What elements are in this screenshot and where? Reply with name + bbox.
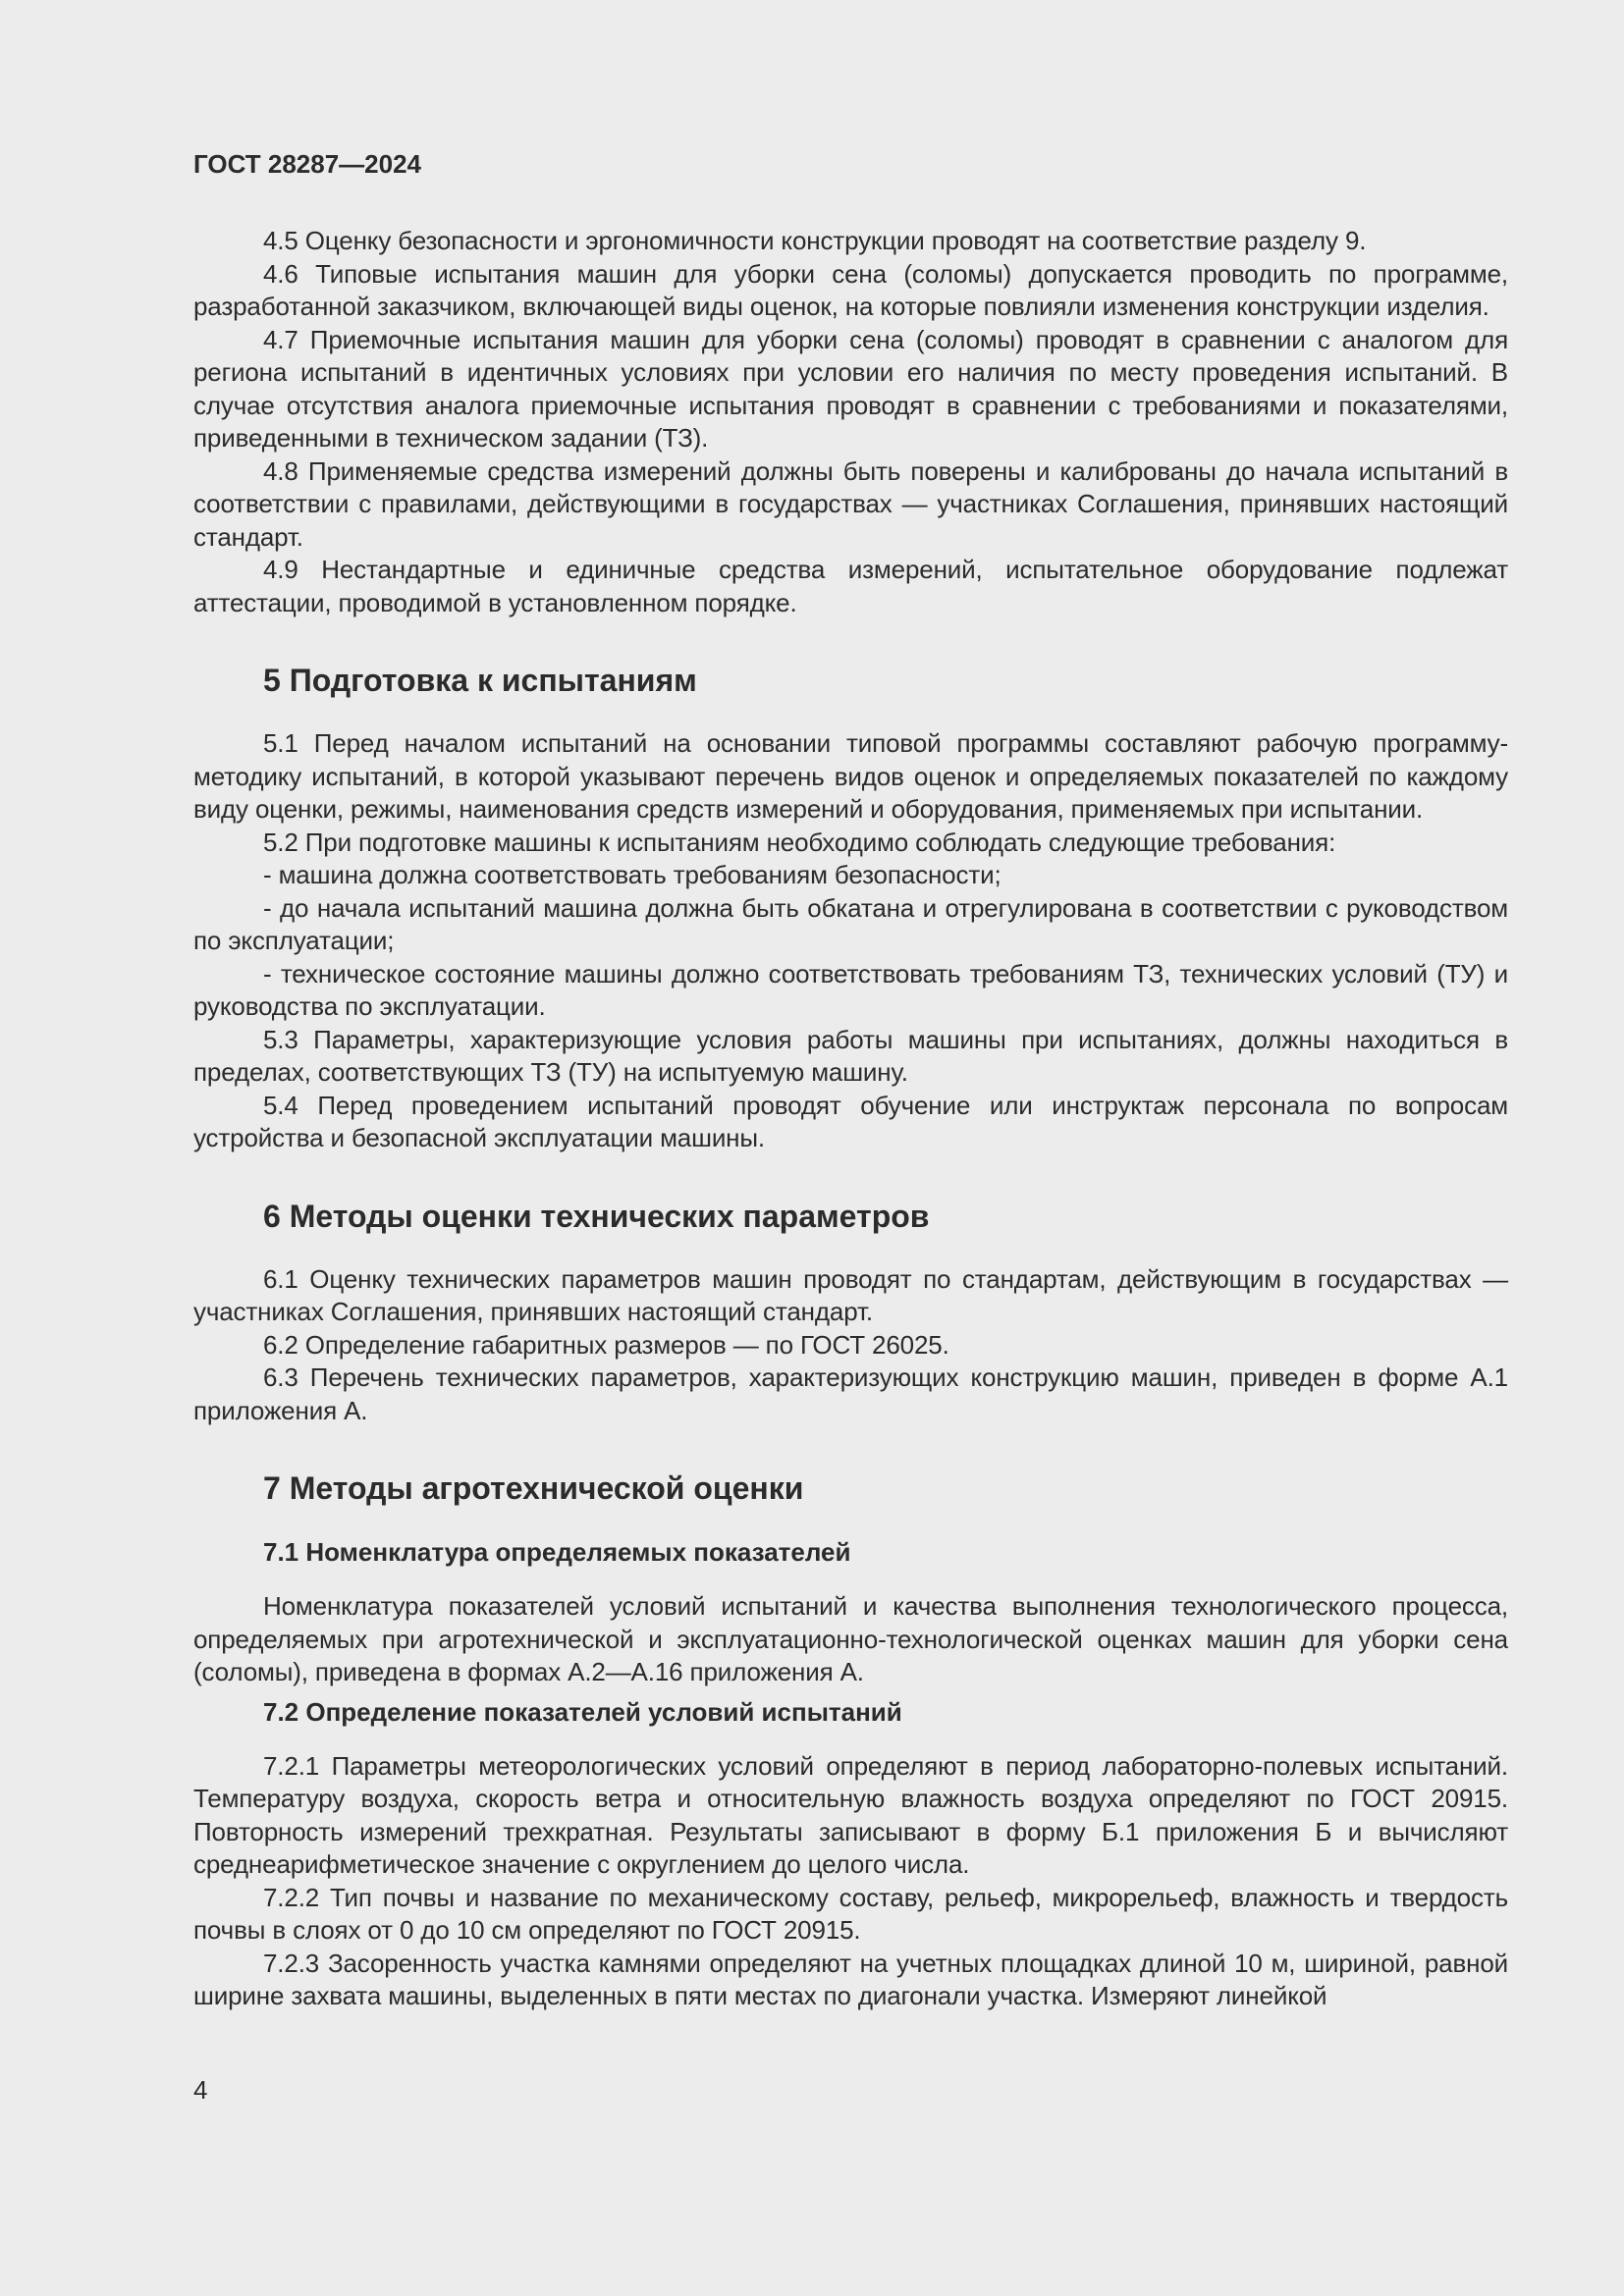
paragraph-6-1: 6.1 Оценку технических параметров машин проводят по стандартам, действующим в государствах — участниках Соглашения, принявших настоящий стандарт. xyxy=(193,1263,1508,1326)
paragraph-4-8: 4.8 Применяемые средства измерений должны быть поверены и калиброваны до начала испытаний в соответствии с правилами, действующими в государствах — участниках Соглашения, принявших настоящий стандарт. xyxy=(193,455,1508,552)
paragraph-6-3: 6.3 Перечень технических параметров, характеризующих конструкцию машин, приведен в форме А.1 приложения А. xyxy=(193,1362,1508,1425)
paragraph-7-2-1: 7.2.1 Параметры метеорологических условий определяют в период лабораторно-полевых испытаний. Температуру воздуха, скорость ветра и относительную влажность воздуха определяют по ГОСТ 20915. Повторность измерений трехкратная. Результаты записывают в форму Б.1 приложения Б и вычисляют среднеарифметическое значение с округлением до целого числа. xyxy=(193,1750,1508,1879)
paragraph-5-2: 5.2 При подготовке машины к испытаниям необходимо соблюдать следующие требования: xyxy=(263,827,1336,857)
paragraph-5-3: 5.3 Параметры, характеризующие условия работы машины при испытаниях, должны находиться в пределах, соответствующих ТЗ (ТУ) на испытуемую машину. xyxy=(193,1024,1508,1087)
page-number: 4 xyxy=(193,2075,208,2105)
subsection-heading-7-2: 7.2 Определение показателей условий испытаний xyxy=(263,1696,902,1727)
paragraph-4-5: 4.5 Оценку безопасности и эргономичности конструкции проводят на соответствие разделу 9. xyxy=(263,226,1367,255)
paragraph-7-2-2: 7.2.2 Тип почвы и название по механическому составу, рельеф, микрорельеф, влажность и твердость почвы в слоях от 0 до 10 см определяют по ГОСТ 20915. xyxy=(193,1882,1508,1945)
section-heading-7: 7 Методы агротехнической оценки xyxy=(263,1470,804,1506)
section-heading-6: 6 Методы оценки технических параметров xyxy=(263,1198,930,1234)
document-body xyxy=(193,225,1508,2013)
paragraph-4-9: 4.9 Нестандартные и единичные средства измерений, испытательное оборудование подлежат аттестации, проводимой в установленном порядке. xyxy=(193,555,1508,617)
document-header: ГОСТ 28287—2024 xyxy=(193,149,421,179)
paragraph-4-7: 4.7 Приемочные испытания машин для уборки сена (соломы) проводят в сравнении с аналогом для региона испытаний в идентичных условиях при условии его наличия по месту проведения испытаний. В случае отсутствия аналога приемочные испытания проводят в сравнении с требованиями и показателями, приведенными в техническом задании (ТЗ). xyxy=(193,324,1508,453)
subsection-heading-7-1: 7.1 Номенклатура определяемых показателей xyxy=(263,1537,851,1567)
paragraph-5-1: 5.1 Перед началом испытаний на основании типовой программы составляют рабочую программу-методику испытаний, в которой указывают перечень видов оценок и определяемых показателей по каждому виду оценки, режимы, наименования средств измерений и оборудования, применяемых при испытании. xyxy=(193,728,1508,824)
list-item: - машина должна соответствовать требованиям безопасности; xyxy=(263,860,1001,889)
paragraph-5-4: 5.4 Перед проведением испытаний проводят обучение или инструктаж персонала по вопросам устройства и безопасной эксплуатации машины. xyxy=(193,1090,1508,1152)
paragraph-7-2-3: 7.2.3 Засоренность участка камнями определяют на учетных площадках длиной 10 м, шириной, равной ширине захвата машины, выделенных в пяти местах по диагонали участка. Измеряют линейкой xyxy=(193,1948,1508,2010)
paragraph-6-2: 6.2 Определение габаритных размеров — по ГОСТ 26025. xyxy=(263,1329,949,1360)
list-item: - до начала испытаний машина должна быть обкатана и отрегулирована в соответствии с руководством по эксплуатации; xyxy=(193,892,1508,955)
list-item: - техническое состояние машины должно соответствовать требованиям ТЗ, технических условий (ТУ) и руководства по эксплуатации. xyxy=(193,958,1508,1021)
section-heading-5: 5 Подготовка к испытаниям xyxy=(263,663,697,698)
paragraph-4-6: 4.6 Типовые испытания машин для уборки сена (соломы) допускается проводить по программе, разработанной заказчиком, включающей виды оценок, на которые повлияли изменения конструкции изделия. xyxy=(193,258,1508,321)
paragraph-7-1: Номенклатура показателей условий испытаний и качества выполнения технологического процесса, определяемых при агротехнической и эксплуатационно-технологической оценках машин для уборки сена (соломы), приведена в формах А.2—А.16 приложения А. xyxy=(193,1591,1508,1686)
